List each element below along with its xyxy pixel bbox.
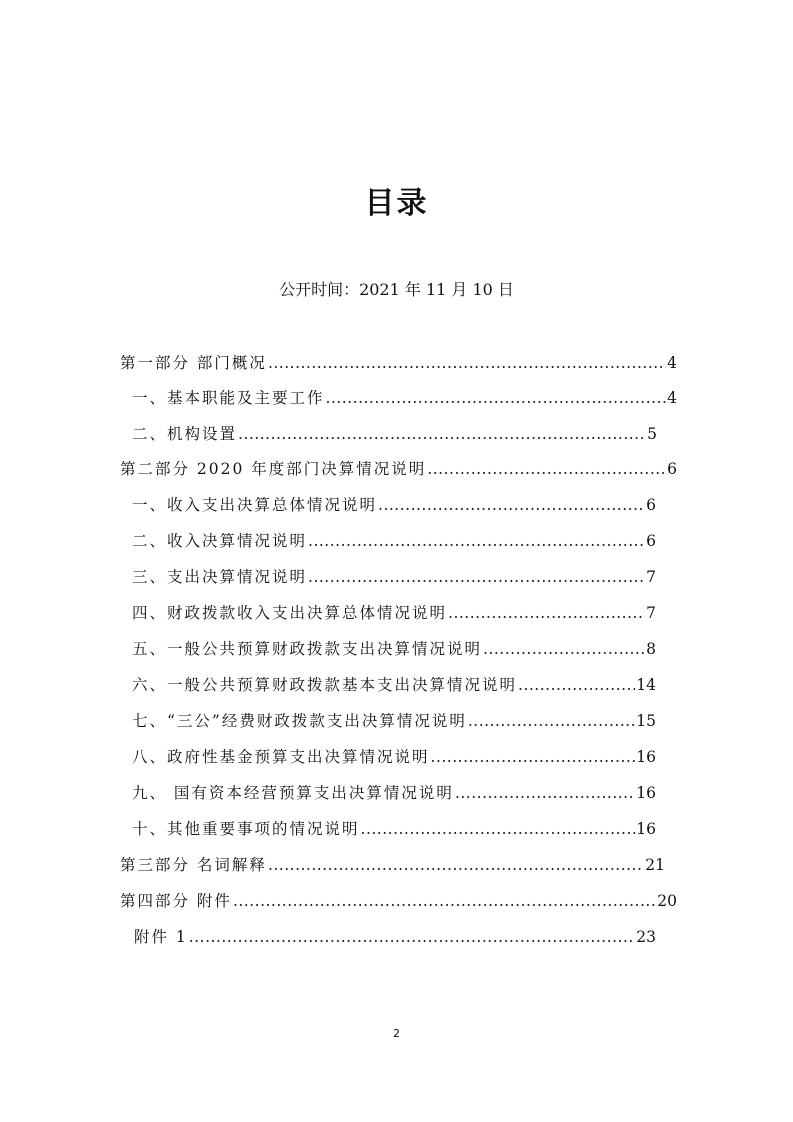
toc-entry[interactable] <box>132 565 656 587</box>
toc-entry[interactable] <box>132 781 656 803</box>
toc-leader-dots <box>455 784 635 802</box>
toc-entry[interactable] <box>120 889 677 911</box>
toc-entry-page: 21 <box>645 856 665 874</box>
page-title: 目录 <box>364 186 429 221</box>
toc-leader-dots <box>233 892 656 910</box>
toc-leader-dots <box>468 712 635 730</box>
toc-leader-dots <box>431 748 636 766</box>
toc-entry-label: 一、收入支出决算总体情况说明 <box>132 496 378 514</box>
toc-entry-page: 20 <box>657 892 677 910</box>
toc-leader-dots <box>361 820 636 838</box>
toc-entry[interactable] <box>132 709 656 731</box>
toc-entry[interactable] <box>120 457 677 479</box>
toc-entry[interactable] <box>120 853 665 875</box>
toc-entry[interactable] <box>132 386 677 408</box>
toc-entry[interactable] <box>132 673 656 695</box>
toc-leader-dots <box>308 568 645 586</box>
toc-entry-label: 第三部分 名词解释 <box>120 856 267 874</box>
toc-leader-dots <box>268 354 666 372</box>
toc-entry-label: 二、收入决算情况说明 <box>132 532 308 550</box>
toc-entry[interactable] <box>132 745 656 767</box>
toc-entry-label: 第二部分 2020 年度部门决算情况说明 <box>120 460 427 478</box>
toc-entry[interactable] <box>132 422 657 444</box>
page-number: 2 <box>393 1027 400 1040</box>
toc-entry[interactable] <box>120 351 677 373</box>
toc-entry-page: 6 <box>646 496 656 514</box>
toc-entry-label: 六、一般公共预算财政拨款基本支出决算情况说明 <box>132 676 518 694</box>
toc-entry-label: 四、财政拨款收入支出决算总体情况说明 <box>132 604 448 622</box>
toc-entry-page: 5 <box>647 425 657 443</box>
toc-entry-page: 6 <box>667 460 677 478</box>
toc-leader-dots <box>189 928 635 946</box>
publish-date: 公开时间：2021 年 11 月 10 日 <box>279 280 514 299</box>
toc-entry[interactable] <box>132 601 656 623</box>
toc-entry-label: 第四部分 附件 <box>120 892 232 910</box>
toc-entry-page: 23 <box>636 928 656 946</box>
toc-entry-page: 6 <box>646 532 656 550</box>
toc-entry-page: 4 <box>667 389 677 407</box>
toc-entry-page: 4 <box>667 354 677 372</box>
toc-leader-dots <box>427 460 666 478</box>
toc-entry-page: 8 <box>646 640 656 658</box>
toc-entry-page: 14 <box>636 676 656 694</box>
toc-entry-label: 一、基本职能及主要工作 <box>132 389 325 407</box>
toc-leader-dots <box>326 389 667 407</box>
toc-entry[interactable] <box>132 529 656 551</box>
toc-leader-dots <box>518 676 635 694</box>
toc-entry-label: 十、其他重要事项的情况说明 <box>132 820 360 838</box>
toc-entry-page: 7 <box>646 604 656 622</box>
toc-leader-dots <box>238 425 646 443</box>
toc-leader-dots <box>448 604 645 622</box>
toc-leader-dots <box>268 856 644 874</box>
toc-entry-label: 五、一般公共预算财政拨款支出决算情况说明 <box>132 640 483 658</box>
toc-entry-label: 附件 1 <box>134 928 188 946</box>
toc-entry-page: 16 <box>636 748 656 766</box>
toc-entry-label: 九、 国有资本经营预算支出决算情况说明 <box>132 784 454 802</box>
toc-entry-page: 16 <box>636 820 656 838</box>
toc-leader-dots <box>483 640 645 658</box>
toc-entry-label: 三、支出决算情况说明 <box>132 568 308 586</box>
toc-leader-dots <box>378 496 645 514</box>
toc-entry-label: 七、“三公”经费财政拨款支出决算情况说明 <box>132 712 467 730</box>
toc-entry-page: 15 <box>636 712 656 730</box>
toc-leader-dots <box>308 532 645 550</box>
toc-entry[interactable] <box>134 925 656 947</box>
toc-entry[interactable] <box>132 493 656 515</box>
toc-entry[interactable] <box>132 817 656 839</box>
toc-entry[interactable] <box>132 637 656 659</box>
toc-entry-label: 二、机构设置 <box>132 425 238 443</box>
toc-entry-page: 7 <box>646 568 656 586</box>
toc-entry-label: 八、政府性基金预算支出决算情况说明 <box>132 748 430 766</box>
toc-entry-page: 16 <box>636 784 656 802</box>
toc-entry-label: 第一部分 部门概况 <box>120 354 267 372</box>
